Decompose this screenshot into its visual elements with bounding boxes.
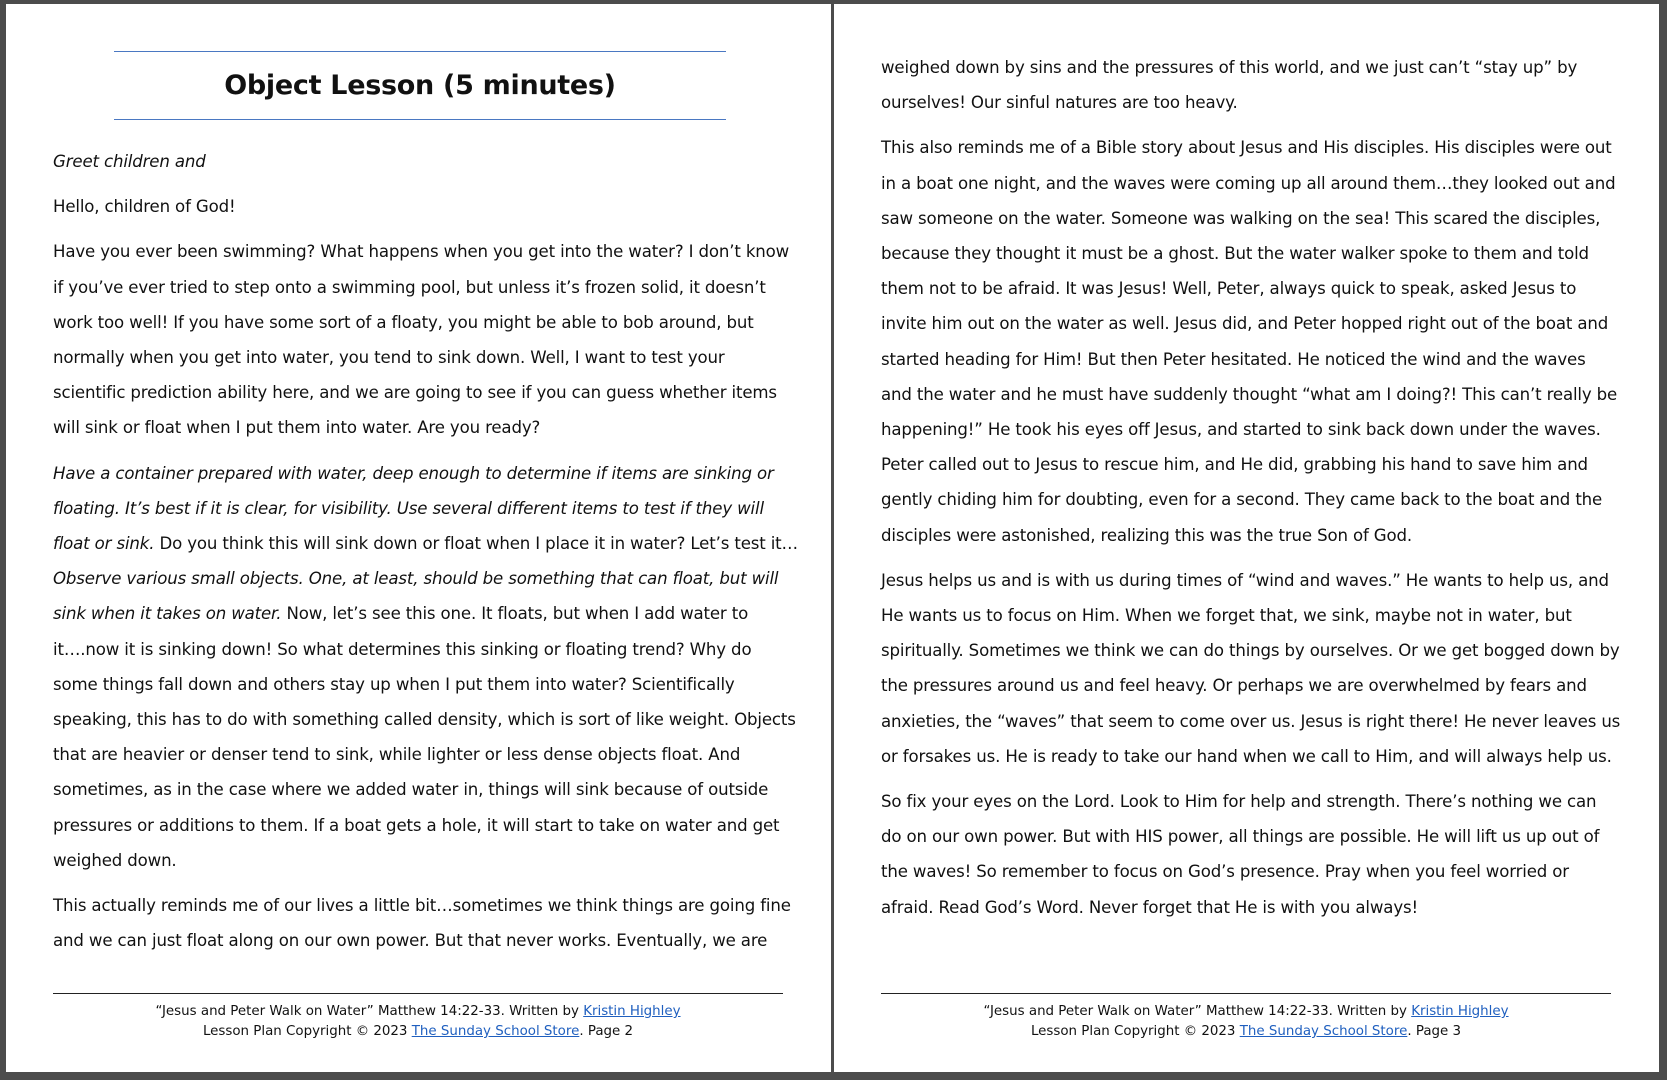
paragraph-text: So fix your eyes on the Lord. Look to Him for help and strength. There’s nothing we can do on our own power. But with HIS power, all things are possible. He will lift us up out of the waves! So remember to focus on God’s presence. Pray when you feel worried or afraid. Read God’s Word. Never forget that He is with you always! <box>881 792 1600 917</box>
page-footer <box>881 1002 1611 1042</box>
footer-rule <box>881 993 1611 994</box>
store-link[interactable]: The Sunday School Store <box>1239 1024 1408 1039</box>
body-paragraph <box>881 563 1621 774</box>
paragraph-text: Now, let’s see this one. It floats, but when I add water to it….now it is sinking down! So what determines this sinking or floating trend? Why do some things fall down and others stay up when I put them into water? Scientifically speaking, this has to do with something called density, which is sort of like weight. Objects that are heavier or denser tend to sink, while lighter or less dense objects float. And sometimes, as in the case where we added water in, things will sink because of outside pressures or additions to them. If a boat gets a hole, it will start to take on water and get weighed down. <box>53 604 796 870</box>
footer-page-number: . Page 2 <box>579 1024 634 1039</box>
paragraph-text: This actually reminds me of our lives a little bit…sometimes we think things are going fine and we can just float along on our own power. But that never works. Eventually, we are <box>53 896 791 951</box>
page-body <box>53 144 799 968</box>
body-paragraph <box>53 234 799 445</box>
body-paragraph <box>53 888 799 958</box>
page-2 <box>6 4 831 1072</box>
italic-instruction-text: Observe various small objects. One, at least, should be something that can float, but will sink when it takes on water. <box>53 569 779 624</box>
body-paragraph <box>53 189 799 224</box>
heading-bottom-rule <box>114 119 726 120</box>
body-paragraph <box>53 456 799 878</box>
body-paragraph <box>53 144 799 179</box>
store-link[interactable]: The Sunday School Store <box>411 1024 580 1039</box>
section-heading: Object Lesson (5 minutes) <box>224 70 616 101</box>
paragraph-text: Jesus helps us and is with us during times of “wind and waves.” He wants to help us, and He wants us to focus on Him. When we forget that, we sink, maybe not in water, but spiritually. Sometimes we think we can do things by ourselves. Or we get bogged down by the pressures around us and feel heavy. Or perhaps we are overwhelmed by fears and anxieties, the “waves” that seem to come over us. Jesus is right there! He never leaves us or forsakes us. He is ready to take our hand when we call to Him, and will always help us. <box>881 570 1621 766</box>
paragraph-text: Hello, children of God! <box>53 197 236 217</box>
footer-citation: “Jesus and Peter Walk on Water” Matthew 14:22-33. Written by <box>983 1004 1412 1019</box>
paragraph-text: This also reminds me of a Bible story about Jesus and His disciples. His disciples were out in a boat one night, and the waves were coming up all around them…they looked out and saw someone on the water. Someone was walking on the sea! This scared the disciples, because they thought it must be a ghost. But the water walker spoke to them and told them not to be afraid. It was Jesus! Well, Peter, always quick to speak, asked Jesus to invite him out on the water as well. Jesus did, and Peter hopped right out of the boat and started heading for Him! But then Peter hesitated. He noticed the wind and the waves and the water and he must have suddenly thought “what am I doing?! This can’t really be happening!” He took his eyes off Jesus, and started to sink back down under the waves. Peter called out to Jesus to rescue him, and He did, grabbing his hand to save him and gently chiding him for doubting, even for a second. They came back to the boat and the disciples were astonished, realizing this was the true Son of God. <box>881 138 1618 545</box>
footer-line-1 <box>53 1002 783 1022</box>
paragraph-text: weighed down by sins and the pressures of this world, and we just can’t “stay up” by ourselves! Our sinful natures are too heavy. <box>881 58 1578 113</box>
body-paragraph <box>881 50 1621 120</box>
footer-line-2 <box>53 1022 783 1042</box>
paragraph-text: Do you think this will sink down or float when I place it in water? Let’s test it… <box>154 534 798 554</box>
footer-citation: “Jesus and Peter Walk on Water” Matthew 14:22-33. Written by <box>155 1004 584 1019</box>
section-heading-block <box>114 51 726 120</box>
footer-line-1 <box>881 1002 1611 1022</box>
body-paragraph <box>881 130 1621 552</box>
page-3 <box>834 4 1659 1072</box>
footer-copyright: Lesson Plan Copyright © 2023 <box>202 1024 412 1039</box>
author-link[interactable]: Kristin Highley <box>1411 1004 1509 1019</box>
footer-line-2 <box>881 1022 1611 1042</box>
author-link[interactable]: Kristin Highley <box>583 1004 681 1019</box>
footer-copyright: Lesson Plan Copyright © 2023 <box>1030 1024 1240 1039</box>
italic-instruction-text: Have a container prepared with water, deep enough to determine if items are sinking or floating. It’s best if it is clear, for visibility. Use several different items to test if they will float or sink. <box>53 463 774 554</box>
page-body <box>881 50 1621 935</box>
italic-instruction-text: Greet children and <box>53 152 206 171</box>
page-footer <box>53 1002 783 1042</box>
body-paragraph <box>881 784 1621 925</box>
paragraph-text: Have you ever been swimming? What happens when you get into the water? I don’t know if you’ve ever tried to step onto a swimming pool, but unless it’s frozen solid, it doesn’t work too well! If you have some sort of a floaty, you might be able to bob around, but normally when you get into water, you tend to sink down. Well, I want to test your scientific prediction ability here, and we are going to see if you can guess whether items will sink or float when I put them into water. Are you ready? <box>53 242 790 438</box>
footer-rule <box>53 993 783 994</box>
footer-page-number: . Page 3 <box>1407 1024 1462 1039</box>
